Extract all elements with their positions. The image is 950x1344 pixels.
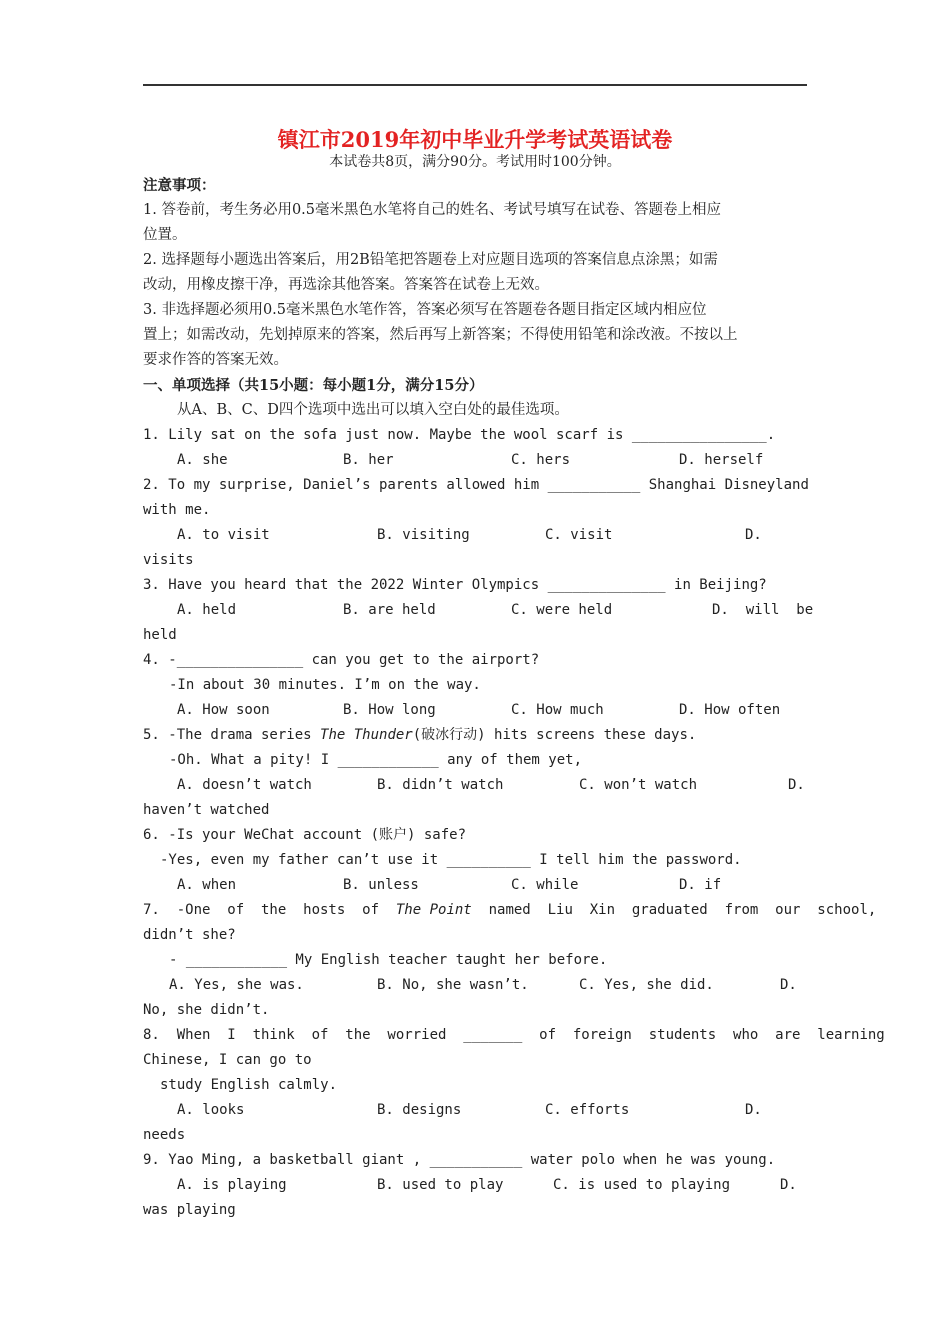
- option-d-cont: was playing: [143, 1202, 236, 1218]
- option-a: A. when: [177, 877, 237, 893]
- option-a: A. Yes, she was.: [169, 977, 304, 993]
- option-d-cont: haven’t watched: [143, 802, 270, 818]
- option-d: D. herself: [679, 452, 764, 468]
- option-d: D.: [780, 1177, 797, 1193]
- option-c: C. is used to playing: [553, 1177, 731, 1193]
- exam-body: [143, 173, 885, 1223]
- question-8-cont: Chinese, I can go to: [143, 1052, 312, 1068]
- option-c: C. How much: [511, 702, 604, 718]
- question-5-pre: 5. -The drama series: [143, 727, 321, 743]
- question-9: 9. Yao Ming, a basketball giant , ___________ water polo when he was young.: [143, 1152, 776, 1168]
- exam-title: 镇江市2019年初中毕业升学考试英语试卷: [277, 127, 673, 152]
- question-4: 4. -_______________ can you get to the airport?: [143, 652, 540, 668]
- option-b: B. didn’t watch: [377, 777, 504, 793]
- question-6-reply: -Yes, even my father can’t use it __________ I tell him the password.: [160, 852, 742, 868]
- question-7-post: named Liu Xin graduated from our school,: [471, 902, 877, 918]
- question-6: 6. -Is your WeChat account (账户) safe?: [143, 827, 467, 843]
- note-2-cont: 改动，用橡皮擦干净，再选涂其他答案。答案答在试卷上无效。: [143, 277, 549, 293]
- question-5-reply: -Oh. What a pity! I ____________ any of them yet,: [169, 752, 583, 768]
- note-3: 3. 非选择题必须用0.5毫米黑色水笔作答，答案必须写在答题卷各题目指定区域内相应位: [143, 302, 707, 318]
- option-c: C. efforts: [545, 1102, 630, 1118]
- options-9: [143, 1173, 807, 1198]
- option-c: C. hers: [511, 452, 571, 468]
- question-4-reply: -In about 30 minutes. I’m on the way.: [169, 677, 481, 693]
- options-3: [143, 598, 814, 623]
- question-7-pre: 7. -One of the hosts of: [143, 902, 396, 918]
- drama-title: The Thunder: [320, 727, 413, 743]
- options-2: [143, 523, 807, 548]
- question-8-cont-2: study English calmly.: [160, 1077, 338, 1093]
- option-d: D. How often: [679, 702, 781, 718]
- option-d: D.: [745, 1102, 762, 1118]
- option-c: C. while: [511, 877, 579, 893]
- option-c: C. visit: [545, 527, 613, 543]
- note-1-cont: 位置。: [143, 227, 187, 243]
- option-a: A. looks: [177, 1102, 245, 1118]
- show-title: The Point: [395, 902, 472, 918]
- option-d: D. if: [679, 877, 722, 893]
- question-3: 3. Have you heard that the 2022 Winter Olympics ______________ in Beijing?: [143, 577, 767, 593]
- option-d: D.: [788, 777, 805, 793]
- question-7: [143, 898, 877, 923]
- option-b: B. are held: [343, 602, 436, 618]
- option-a: A. is playing: [177, 1177, 287, 1193]
- option-a: A. doesn’t watch: [177, 777, 312, 793]
- option-d: D.: [780, 977, 797, 993]
- question-7-cont: didn’t she?: [143, 927, 236, 943]
- option-d-cont: needs: [143, 1127, 186, 1143]
- notes-heading: 注意事项：: [143, 177, 216, 194]
- question-5-post: (破冰行动) hits screens these days.: [412, 727, 697, 743]
- option-a: A. to visit: [177, 527, 270, 543]
- options-6: [143, 873, 807, 898]
- options-4: [143, 698, 807, 723]
- note-2: 2. 选择题每小题选出答案后，用2B铅笔把答题卷上对应题目选项的答案信息点涂黑；如需: [143, 252, 718, 268]
- question-2-cont: with me.: [143, 502, 211, 518]
- section-heading: 一、单项选择（共15小题：每小题1分，满分15分）: [143, 377, 484, 394]
- question-1: 1. Lily sat on the sofa just now. Maybe the wool scarf is ________________.: [143, 427, 776, 443]
- option-b: B. No, she wasn’t.: [377, 977, 529, 993]
- question-8: 8. When I think of the worried _______ of foreign students who are learning: [143, 1027, 885, 1043]
- option-d-cont: held: [143, 627, 177, 643]
- options-5: [143, 773, 807, 798]
- option-b: B. her: [343, 452, 394, 468]
- option-a: A. she: [177, 452, 228, 468]
- option-b: B. How long: [343, 702, 436, 718]
- option-b: B. unless: [343, 877, 419, 893]
- option-d: D.: [745, 527, 762, 543]
- question-7-reply: - ____________ My English teacher taught her before.: [169, 952, 608, 968]
- option-a: A. How soon: [177, 702, 270, 718]
- section-instruction: 从A、B、C、D四个选项中选出可以填入空白处的最佳选项。: [177, 402, 569, 418]
- option-b: B. designs: [377, 1102, 462, 1118]
- option-d: D. will be: [712, 602, 814, 618]
- exam-subtitle: 本试卷共8页，满分90分。考试用时100分钟。: [329, 154, 621, 170]
- option-b: B. used to play: [377, 1177, 504, 1193]
- option-c: C. won’t watch: [579, 777, 698, 793]
- question-5: [143, 723, 807, 748]
- option-c: C. were held: [511, 602, 613, 618]
- option-d-cont: visits: [143, 552, 194, 568]
- options-7: [143, 973, 807, 998]
- option-c: C. Yes, she did.: [579, 977, 714, 993]
- question-2: 2. To my surprise, Daniel’s parents allowed him ___________ Shanghai Disneyland: [143, 477, 809, 493]
- note-3-end: 要求作答的答案无效。: [143, 352, 288, 368]
- option-b: B. visiting: [377, 527, 470, 543]
- note-3-cont: 置上；如需改动，先划掉原来的答案，然后再写上新答案；不得使用铅笔和涂改液。不按以上: [143, 327, 738, 343]
- option-a: A. held: [177, 602, 237, 618]
- note-1: 1. 答卷前，考生务必用0.5毫米黑色水笔将自己的姓名、考试号填写在试卷、答题卷上相应: [143, 202, 721, 218]
- header-rule: [143, 84, 807, 86]
- option-d-cont: No, she didn’t.: [143, 1002, 270, 1018]
- options-8: [143, 1098, 807, 1123]
- options-1: [143, 448, 807, 473]
